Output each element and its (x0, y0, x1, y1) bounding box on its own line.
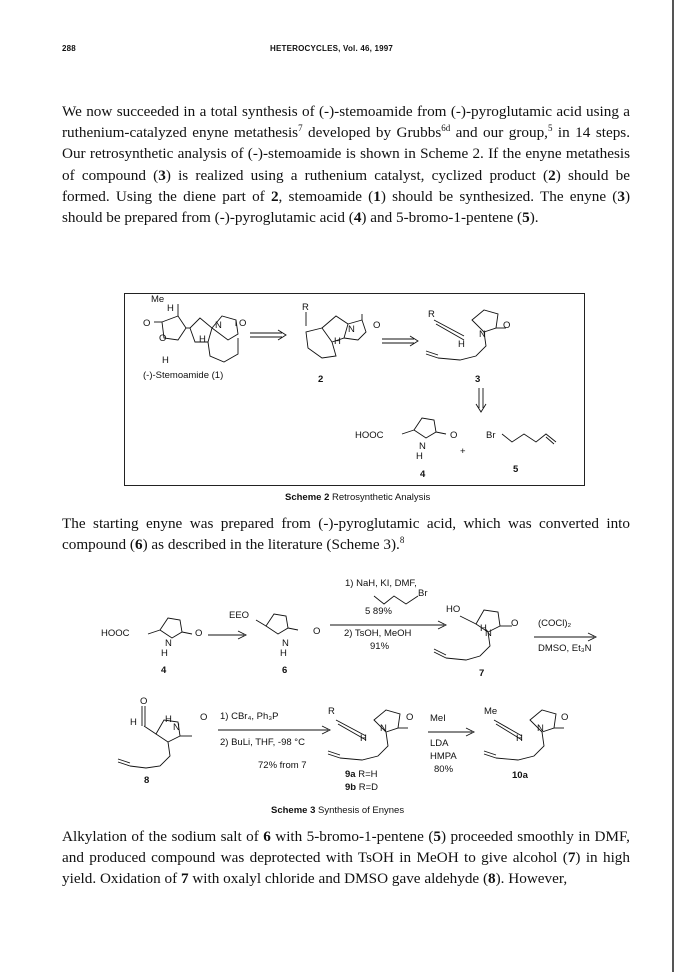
reagent-corey-fuchs-yield: 72% from 7 (258, 760, 307, 771)
n-label: N (485, 628, 492, 639)
o-label: O (511, 618, 519, 629)
citation: 8 (399, 535, 405, 546)
scheme-3-caption: Scheme 3 Synthesis of Enynes (271, 805, 405, 816)
methyl-label: Me (151, 294, 165, 305)
compound-label-4: 4 (420, 469, 426, 480)
compound-3-structure (424, 300, 524, 370)
compound-5-structure (498, 428, 558, 448)
o-label: O (239, 318, 247, 329)
r-label: R (428, 309, 435, 320)
reagent-oxidation-bottom: DMSO, Et₃N (538, 643, 592, 654)
compound-9-structure (326, 700, 426, 770)
h-label: H (167, 303, 174, 314)
h-label: H (360, 733, 367, 744)
h-label: H (416, 451, 423, 462)
arrow-retro-down (476, 388, 486, 414)
reagent-methylation-3: HMPA (430, 751, 457, 762)
ho-label: HO (446, 604, 461, 615)
scheme-2-caption: Scheme 2 Retrosynthetic Analysis (285, 492, 431, 503)
page-number: 288 (62, 44, 76, 53)
r-label: R (328, 706, 335, 717)
n-label: N (348, 324, 355, 335)
n-label: N (380, 723, 387, 734)
o-label: O (313, 626, 321, 637)
n-label: N (537, 723, 544, 734)
compound-label-2: 2 (318, 374, 324, 385)
arrow-step-9-10 (428, 727, 478, 737)
citation: 5 (547, 123, 553, 134)
n-label: N (479, 329, 486, 340)
citation: 7 (298, 123, 303, 134)
h-label: H (458, 339, 465, 350)
br-label: Br (486, 430, 496, 441)
paragraph-starting-enyne: The starting enyne was prepared from (-)-pyroglutamic acid, which was converted into compound (6) as described in the literature (Scheme 3).$^8$ (62, 515, 630, 554)
h-label: H (280, 648, 287, 659)
h-label: H (516, 733, 523, 744)
compound-label-1: (-)-Stemoamide (1) (143, 370, 224, 381)
o-label: O (503, 320, 511, 331)
plus-sign: + (460, 446, 466, 457)
compound-label-6: 6 (282, 665, 288, 676)
compound-8-structure (120, 696, 220, 766)
h-label: H (162, 355, 169, 366)
compound-label-10a: 10a (512, 770, 528, 781)
o-label: O (200, 712, 208, 723)
arrow-step-8-9 (218, 725, 333, 735)
compound-label-3: 3 (475, 374, 481, 385)
h-label: H (334, 336, 341, 347)
arrow-step-7-8 (534, 632, 600, 642)
n-label: N (173, 722, 180, 733)
compound-label-4: 4 (161, 665, 167, 676)
reagent-methylation-yield: 80% (434, 764, 454, 775)
reagent-methylation-1: MeI (430, 713, 446, 724)
o-label: O (195, 628, 203, 639)
r-label: R (302, 302, 309, 313)
paragraph-intro: We now succeeded in a total synthesis of (-)-stemoamide from (-)-pyroglutamic acid using a ruthenium-catalyzed enyne metathesis$^7$ developed by Grubbs$^{6d}$ and our group,$^5$ in 14 steps. Our retrosynthetic analysis of (-)-stemoamide is shown in Scheme 2. If the enyne metathesis of compound (3) is realized using a ruthenium catalyst, cyclized product (2) should be formed. Using the diene part of 2, stemoamide (1) should be synthesized. The enyne (3) should be prepared from (-)-pyroglutamic acid (4) and 5-bromo-1-pentene (5). (62, 103, 630, 227)
compound-6-structure (238, 606, 321, 650)
reagent-step1-line1: 1) NaH, KI, DMF, (345, 578, 417, 589)
h-label: H (130, 717, 137, 728)
o-label: O (450, 430, 458, 441)
compound-label-9b: 9b R=D (345, 782, 379, 793)
reagent-methylation-2: LDA (430, 738, 449, 749)
paragraph-alkylation: Alkylation of the sodium salt of 6 with 5-bromo-1-pentene (5) proceeded smoothly in DMF, and produced compound was deprotected with TsOH in MeOH to give alcohol (7) in high yield. Oxidation of 7 with oxalyl chloride and DMSO gave aldehyde (8). However, (62, 828, 630, 888)
arrow-retro-1 (250, 330, 290, 340)
h-label: H (161, 648, 168, 659)
o-label: O (143, 318, 151, 329)
compound-label-5: 5 (513, 464, 519, 475)
hooc-label: HOOC (355, 430, 384, 441)
arrow-retro-2 (382, 336, 422, 346)
page-edge-rule (672, 0, 674, 972)
running-header: HETEROCYCLES, Vol. 46, 1997 (270, 44, 394, 53)
o-label: O (406, 712, 414, 723)
compound-label-7: 7 (479, 668, 485, 679)
eeo-label: EEO (229, 610, 250, 621)
o-label: O (373, 320, 381, 331)
reagent-step1-yield: 5 89% (365, 606, 392, 617)
hooc-label: HOOC (101, 628, 130, 639)
reagent-step2: 2) TsOH, MeOH (344, 628, 412, 639)
h-label: H (165, 714, 172, 725)
compound-label-8: 8 (144, 775, 150, 786)
h-label: H (199, 334, 206, 345)
br-label: Br (418, 588, 428, 599)
o-label: O (140, 696, 148, 707)
reagent-oxidation-top: (COCl)₂ (538, 618, 572, 629)
o-label: O (561, 712, 569, 723)
n-label: N (165, 638, 172, 649)
n-label: N (282, 638, 289, 649)
compound-label-9a: 9a R=H (345, 769, 378, 780)
citation: 6d (441, 123, 451, 134)
methyl-label: Me (484, 706, 498, 717)
n-label: N (215, 320, 222, 331)
reagent-corey-fuchs-2: 2) BuLi, THF, -98 °C (220, 737, 305, 748)
reagent-step2-yield: 91% (370, 641, 390, 652)
reagent-corey-fuchs-1: 1) CBr₄, Ph₃P (220, 711, 279, 722)
h-label: H (480, 623, 487, 634)
n-label: N (419, 441, 426, 452)
o-label: O (159, 333, 167, 344)
